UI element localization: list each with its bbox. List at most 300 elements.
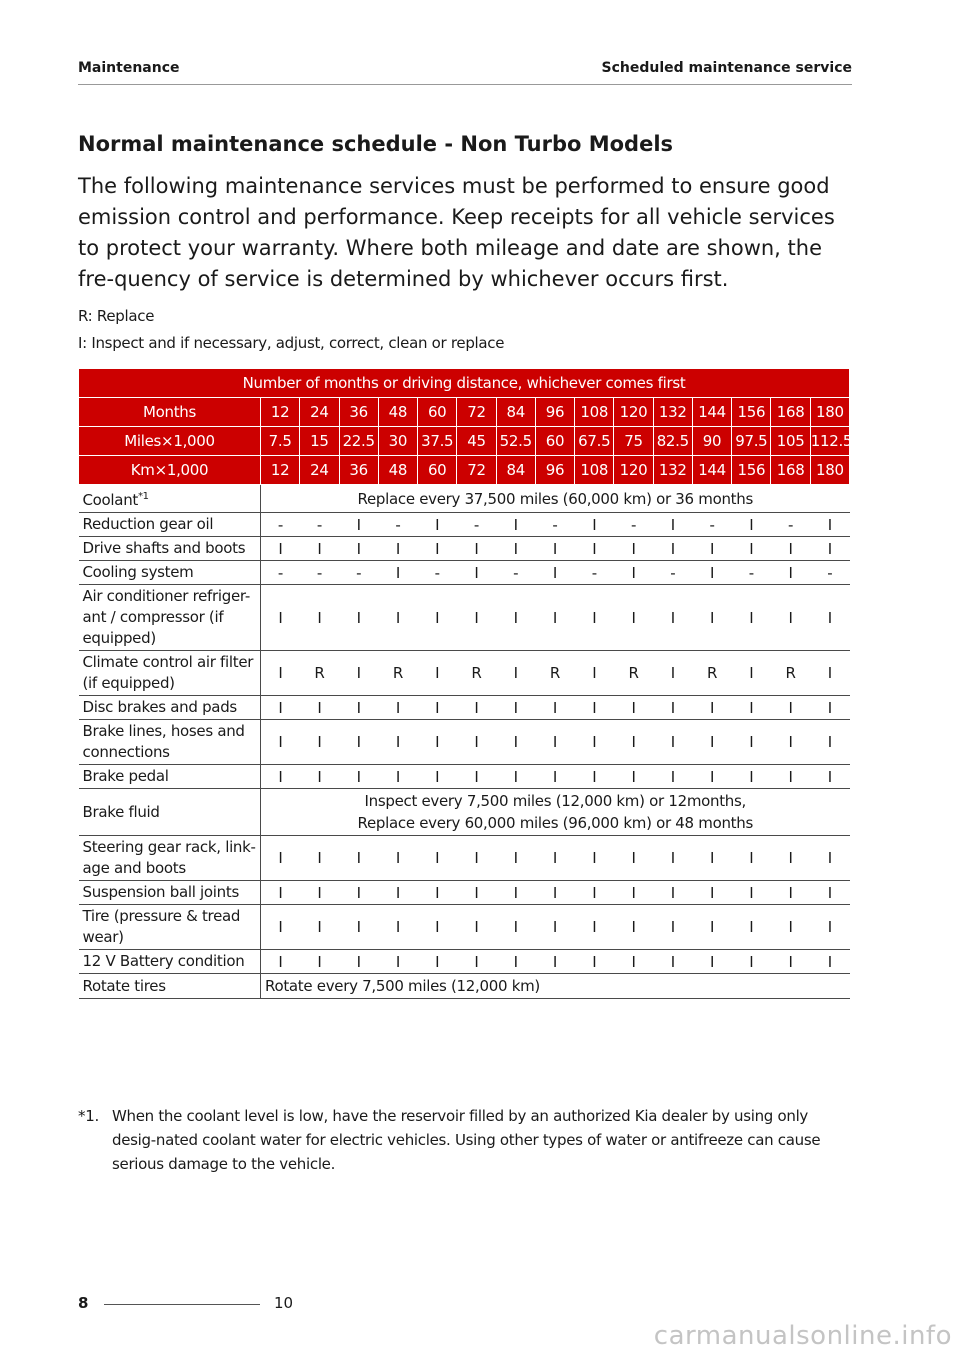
- table-row: [79, 561, 850, 585]
- table-row: [79, 696, 850, 720]
- schedule-span: [261, 789, 850, 836]
- schedule-cell: I: [261, 905, 300, 950]
- schedule-cell: I: [535, 720, 574, 765]
- schedule-cell: I: [732, 585, 771, 651]
- months-value: 180: [810, 398, 849, 427]
- schedule-cell: I: [457, 765, 496, 789]
- schedule-cell: I: [653, 905, 692, 950]
- schedule-cell: I: [339, 696, 378, 720]
- km-value: 156: [732, 456, 771, 485]
- item-label-text: Drive shafts and boots: [82, 539, 246, 557]
- schedule-cell: I: [692, 881, 731, 905]
- schedule-cell: I: [732, 950, 771, 974]
- schedule-cell: I: [300, 950, 339, 974]
- km-value: 180: [810, 456, 849, 485]
- schedule-cell: I: [378, 765, 417, 789]
- item-label: [79, 696, 261, 720]
- schedule-cell: I: [810, 696, 849, 720]
- schedule-cell: I: [771, 905, 810, 950]
- schedule-cell: I: [614, 720, 653, 765]
- schedule-cell: I: [300, 720, 339, 765]
- schedule-cell: I: [339, 585, 378, 651]
- item-label-text: Cooling system: [82, 563, 194, 581]
- schedule-cell: I: [614, 950, 653, 974]
- schedule-cell: I: [692, 696, 731, 720]
- schedule-cell: I: [418, 950, 457, 974]
- schedule-cell: I: [771, 537, 810, 561]
- schedule-cell: I: [261, 950, 300, 974]
- miles-label: Miles×1,000: [79, 427, 261, 456]
- miles-value: 45: [457, 427, 496, 456]
- months-value: 108: [575, 398, 614, 427]
- schedule-cell: I: [732, 513, 771, 537]
- months-value: 168: [771, 398, 810, 427]
- schedule-cell: R: [378, 651, 417, 696]
- item-label-text: Brake fluid: [82, 802, 160, 821]
- schedule-cell: I: [339, 513, 378, 537]
- miles-value: 60: [535, 427, 574, 456]
- schedule-cell: -: [300, 513, 339, 537]
- schedule-cell: I: [535, 537, 574, 561]
- item-label-text: Coolant: [82, 491, 138, 509]
- schedule-cell: I: [418, 513, 457, 537]
- maintenance-schedule-table: [78, 368, 853, 999]
- schedule-cell: I: [457, 881, 496, 905]
- schedule-cell: -: [771, 513, 810, 537]
- table-row: [79, 765, 850, 789]
- schedule-cell: -: [535, 513, 574, 537]
- schedule-cell: R: [614, 651, 653, 696]
- item-label: [79, 881, 261, 905]
- km-value: 144: [692, 456, 731, 485]
- km-value: 168: [771, 456, 810, 485]
- schedule-cell: I: [732, 696, 771, 720]
- schedule-cell: I: [771, 585, 810, 651]
- footnote-mark: *1.: [78, 1107, 99, 1125]
- schedule-cell: I: [261, 765, 300, 789]
- schedule-cell: -: [300, 561, 339, 585]
- schedule-cell: I: [300, 696, 339, 720]
- schedule-cell: I: [692, 765, 731, 789]
- schedule-cell: I: [575, 537, 614, 561]
- schedule-cell: I: [418, 881, 457, 905]
- item-label: [79, 585, 261, 651]
- schedule-cell: -: [457, 513, 496, 537]
- schedule-cell: I: [457, 720, 496, 765]
- schedule-cell: I: [810, 905, 849, 950]
- table-row: [79, 836, 850, 881]
- km-value: 120: [614, 456, 653, 485]
- schedule-cell: I: [535, 585, 574, 651]
- schedule-cell: I: [575, 720, 614, 765]
- schedule-cell: I: [418, 537, 457, 561]
- item-label: [79, 485, 261, 513]
- item-label: [79, 789, 261, 836]
- schedule-cell: -: [378, 513, 417, 537]
- table-caption-row: [79, 369, 850, 398]
- schedule-cell: I: [339, 765, 378, 789]
- page-header: [78, 60, 852, 82]
- schedule-cell: I: [339, 881, 378, 905]
- table-row: [79, 720, 850, 765]
- schedule-cell: I: [614, 836, 653, 881]
- miles-value: 7.5: [261, 427, 300, 456]
- schedule-cell: I: [418, 696, 457, 720]
- schedule-span-line: Inspect every 7,500 miles (12,000 km) or 12months,: [364, 792, 746, 810]
- schedule-cell: I: [339, 950, 378, 974]
- schedule-cell: I: [300, 881, 339, 905]
- schedule-cell: I: [810, 537, 849, 561]
- schedule-cell: I: [339, 720, 378, 765]
- item-label-text: Disc brakes and pads: [82, 698, 237, 716]
- schedule-cell: I: [732, 905, 771, 950]
- schedule-cell: I: [692, 836, 731, 881]
- table-row: [79, 485, 850, 513]
- schedule-cell: I: [732, 881, 771, 905]
- months-value: 84: [496, 398, 535, 427]
- km-value: 72: [457, 456, 496, 485]
- header-rule: [78, 84, 852, 85]
- schedule-cell: I: [496, 513, 535, 537]
- km-value: 96: [535, 456, 574, 485]
- footnote-text: When the coolant level is low, have the reservoir filled by an authorized Kia dealer by using only desig-nated coolant water for electric vehicles. Using other types of water or antifreeze can cause serious damage to the vehicle.: [112, 1107, 821, 1173]
- schedule-cell: -: [496, 561, 535, 585]
- months-value: 72: [457, 398, 496, 427]
- schedule-cell: I: [535, 765, 574, 789]
- schedule-cell: I: [378, 836, 417, 881]
- schedule-cell: I: [261, 537, 300, 561]
- km-value: 48: [378, 456, 417, 485]
- schedule-cell: I: [575, 513, 614, 537]
- schedule-cell: -: [653, 561, 692, 585]
- schedule-cell: I: [300, 765, 339, 789]
- schedule-cell: I: [496, 950, 535, 974]
- schedule-cell: I: [457, 696, 496, 720]
- schedule-cell: I: [300, 905, 339, 950]
- schedule-cell: I: [300, 836, 339, 881]
- months-value: 36: [339, 398, 378, 427]
- miles-value: 97.5: [732, 427, 771, 456]
- item-label: [79, 765, 261, 789]
- schedule-cell: I: [496, 651, 535, 696]
- schedule-cell: I: [496, 881, 535, 905]
- schedule-cell: I: [810, 950, 849, 974]
- schedule-cell: R: [692, 651, 731, 696]
- schedule-cell: I: [732, 537, 771, 561]
- page-number: [78, 1294, 294, 1316]
- schedule-cell: I: [614, 905, 653, 950]
- schedule-cell: I: [614, 537, 653, 561]
- schedule-cell: I: [535, 950, 574, 974]
- km-row: [79, 456, 850, 485]
- schedule-cell: I: [339, 537, 378, 561]
- miles-value: 105: [771, 427, 810, 456]
- schedule-cell: I: [457, 585, 496, 651]
- miles-value: 112.5: [810, 427, 849, 456]
- schedule-cell: -: [261, 561, 300, 585]
- schedule-cell: R: [457, 651, 496, 696]
- chapter-name: Scheduled maintenance service: [601, 60, 852, 76]
- schedule-cell: I: [378, 881, 417, 905]
- schedule-cell: I: [575, 585, 614, 651]
- schedule-cell: I: [732, 720, 771, 765]
- schedule-cell: I: [732, 765, 771, 789]
- schedule-cell: I: [496, 836, 535, 881]
- schedule-cell: I: [261, 651, 300, 696]
- item-label-text: Climate control air filter (if equipped): [82, 653, 254, 692]
- schedule-cell: I: [614, 561, 653, 585]
- months-value: 156: [732, 398, 771, 427]
- schedule-cell: -: [418, 561, 457, 585]
- schedule-span-line: Replace every 60,000 miles (96,000 km) or 48 months: [357, 814, 753, 832]
- schedule-cell: I: [261, 881, 300, 905]
- watermark: carmanualsonline.info: [653, 1321, 952, 1351]
- item-label: [79, 974, 261, 999]
- schedule-cell: R: [300, 651, 339, 696]
- table-row: [79, 789, 850, 836]
- miles-value: 37.5: [418, 427, 457, 456]
- schedule-cell: I: [496, 905, 535, 950]
- schedule-cell: I: [300, 537, 339, 561]
- item-label: [79, 950, 261, 974]
- schedule-cell: -: [614, 513, 653, 537]
- schedule-cell: I: [653, 696, 692, 720]
- schedule-cell: I: [496, 585, 535, 651]
- schedule-cell: I: [692, 537, 731, 561]
- schedule-cell: I: [810, 720, 849, 765]
- table-row: [79, 905, 850, 950]
- km-value: 84: [496, 456, 535, 485]
- schedule-cell: I: [810, 585, 849, 651]
- schedule-cell: -: [261, 513, 300, 537]
- schedule-cell: I: [535, 696, 574, 720]
- item-label-text: Rotate tires: [82, 976, 166, 995]
- legend-replace: R: Replace: [78, 307, 155, 325]
- schedule-cell: I: [732, 651, 771, 696]
- schedule-cell: I: [418, 836, 457, 881]
- schedule-cell: I: [653, 881, 692, 905]
- schedule-cell: I: [261, 696, 300, 720]
- months-value: 48: [378, 398, 417, 427]
- schedule-cell: I: [732, 836, 771, 881]
- schedule-cell: I: [653, 651, 692, 696]
- schedule-cell: I: [378, 720, 417, 765]
- schedule-cell: I: [575, 905, 614, 950]
- months-value: 60: [418, 398, 457, 427]
- km-value: 36: [339, 456, 378, 485]
- item-label: [79, 720, 261, 765]
- schedule-cell: I: [692, 561, 731, 585]
- schedule-cell: I: [535, 836, 574, 881]
- schedule-cell: I: [692, 950, 731, 974]
- schedule-cell: I: [614, 765, 653, 789]
- schedule-cell: I: [771, 950, 810, 974]
- miles-value: 22.5: [339, 427, 378, 456]
- legend-inspect: I: Inspect and if necessary, adjust, correct, clean or replace: [78, 334, 505, 352]
- table-row: [79, 537, 850, 561]
- km-value: 108: [575, 456, 614, 485]
- intro-paragraph: The following maintenance services must be performed to ensure good emission control and performance. Keep receipts for all vehicle services to protect your warranty. Where both mileage and date are shown, the fre-quency of service is determined by whichever occurs first.: [78, 174, 835, 291]
- miles-value: 82.5: [653, 427, 692, 456]
- schedule-cell: I: [535, 905, 574, 950]
- item-label: [79, 537, 261, 561]
- schedule-cell: -: [732, 561, 771, 585]
- schedule-cell: I: [418, 651, 457, 696]
- schedule-cell: I: [378, 561, 417, 585]
- schedule-cell: I: [457, 561, 496, 585]
- table-caption: Number of months or driving distance, whichever comes first: [79, 369, 850, 398]
- km-value: 24: [300, 456, 339, 485]
- schedule-span: Rotate every 7,500 miles (12,000 km): [261, 974, 850, 999]
- miles-value: 75: [614, 427, 653, 456]
- table-body: [79, 485, 850, 999]
- schedule-cell: I: [810, 651, 849, 696]
- schedule-cell: I: [378, 696, 417, 720]
- page-title: Normal maintenance schedule - Non Turbo Models: [78, 132, 674, 156]
- schedule-cell: I: [496, 765, 535, 789]
- schedule-cell: -: [575, 561, 614, 585]
- schedule-cell: I: [378, 537, 417, 561]
- schedule-cell: I: [692, 905, 731, 950]
- km-value: 60: [418, 456, 457, 485]
- schedule-cell: I: [378, 905, 417, 950]
- page-number-value: 10: [274, 1294, 294, 1312]
- km-value: 12: [261, 456, 300, 485]
- schedule-cell: I: [339, 836, 378, 881]
- schedule-cell: I: [653, 537, 692, 561]
- item-label-text: Air conditioner refriger-ant / compressor (if equipped): [82, 587, 250, 647]
- schedule-cell: I: [261, 836, 300, 881]
- schedule-cell: I: [457, 537, 496, 561]
- schedule-cell: I: [810, 881, 849, 905]
- miles-value: 52.5: [496, 427, 535, 456]
- months-label: Months: [79, 398, 261, 427]
- page-number-rule: [104, 1304, 260, 1305]
- schedule-cell: I: [575, 950, 614, 974]
- schedule-cell: I: [575, 765, 614, 789]
- footnote-ref: *1: [137, 491, 149, 502]
- schedule-cell: I: [418, 765, 457, 789]
- schedule-cell: I: [496, 537, 535, 561]
- months-value: 12: [261, 398, 300, 427]
- schedule-cell: R: [771, 651, 810, 696]
- schedule-cell: I: [810, 765, 849, 789]
- table-row: [79, 651, 850, 696]
- item-label-text: Reduction gear oil: [82, 515, 214, 533]
- schedule-cell: I: [457, 905, 496, 950]
- schedule-cell: I: [378, 585, 417, 651]
- schedule-cell: I: [771, 765, 810, 789]
- footnote: [78, 1104, 848, 1176]
- schedule-cell: I: [692, 720, 731, 765]
- section-number: 8: [78, 1294, 89, 1312]
- schedule-cell: I: [771, 561, 810, 585]
- schedule-cell: I: [653, 720, 692, 765]
- section-name: Maintenance: [78, 60, 180, 76]
- table-row: [79, 974, 850, 999]
- schedule-cell: I: [339, 905, 378, 950]
- schedule-cell: I: [771, 720, 810, 765]
- table-row: [79, 585, 850, 651]
- table-row: [79, 881, 850, 905]
- schedule-cell: R: [535, 651, 574, 696]
- schedule-cell: I: [535, 881, 574, 905]
- schedule-cell: -: [810, 561, 849, 585]
- item-label: [79, 905, 261, 950]
- item-label: [79, 836, 261, 881]
- miles-value: 90: [692, 427, 731, 456]
- schedule-cell: I: [575, 881, 614, 905]
- schedule-cell: I: [575, 836, 614, 881]
- schedule-cell: I: [339, 651, 378, 696]
- schedule-cell: I: [300, 585, 339, 651]
- table-row: [79, 513, 850, 537]
- item-label-text: 12 V Battery condition: [82, 952, 245, 970]
- schedule-cell: I: [653, 513, 692, 537]
- item-label: [79, 513, 261, 537]
- km-label: Km×1,000: [79, 456, 261, 485]
- schedule-cell: I: [261, 585, 300, 651]
- schedule-cell: I: [575, 651, 614, 696]
- schedule-cell: I: [261, 720, 300, 765]
- schedule-cell: I: [614, 881, 653, 905]
- schedule-cell: I: [418, 585, 457, 651]
- schedule-cell: I: [771, 881, 810, 905]
- months-value: 24: [300, 398, 339, 427]
- schedule-cell: I: [771, 696, 810, 720]
- months-value: 144: [692, 398, 731, 427]
- miles-value: 15: [300, 427, 339, 456]
- months-value: 132: [653, 398, 692, 427]
- item-label: [79, 651, 261, 696]
- schedule-cell: I: [535, 561, 574, 585]
- item-label-text: Steering gear rack, link-age and boots: [82, 838, 256, 877]
- schedule-cell: I: [378, 950, 417, 974]
- months-value: 120: [614, 398, 653, 427]
- schedule-cell: I: [810, 836, 849, 881]
- item-label-text: Tire (pressure & tread wear): [82, 907, 241, 946]
- miles-row: [79, 427, 850, 456]
- schedule-cell: I: [653, 836, 692, 881]
- schedule-cell: I: [614, 585, 653, 651]
- schedule-cell: I: [418, 905, 457, 950]
- miles-value: 67.5: [575, 427, 614, 456]
- months-row: [79, 398, 850, 427]
- schedule-span: Replace every 37,500 miles (60,000 km) or 36 months: [261, 485, 850, 513]
- schedule-cell: I: [810, 513, 849, 537]
- miles-value: 30: [378, 427, 417, 456]
- schedule-cell: I: [614, 696, 653, 720]
- schedule-cell: I: [496, 720, 535, 765]
- schedule-cell: I: [653, 765, 692, 789]
- schedule-cell: I: [653, 585, 692, 651]
- table-row: [79, 950, 850, 974]
- schedule-cell: I: [653, 950, 692, 974]
- item-label-text: Suspension ball joints: [82, 883, 239, 901]
- schedule-cell: I: [418, 720, 457, 765]
- schedule-cell: -: [339, 561, 378, 585]
- schedule-cell: I: [457, 950, 496, 974]
- schedule-cell: I: [771, 836, 810, 881]
- item-label-text: Brake pedal: [82, 767, 169, 785]
- schedule-cell: I: [692, 585, 731, 651]
- months-value: 96: [535, 398, 574, 427]
- item-label: [79, 561, 261, 585]
- schedule-cell: I: [496, 696, 535, 720]
- schedule-cell: I: [575, 696, 614, 720]
- schedule-cell: I: [457, 836, 496, 881]
- item-label-text: Brake lines, hoses and connections: [82, 722, 245, 761]
